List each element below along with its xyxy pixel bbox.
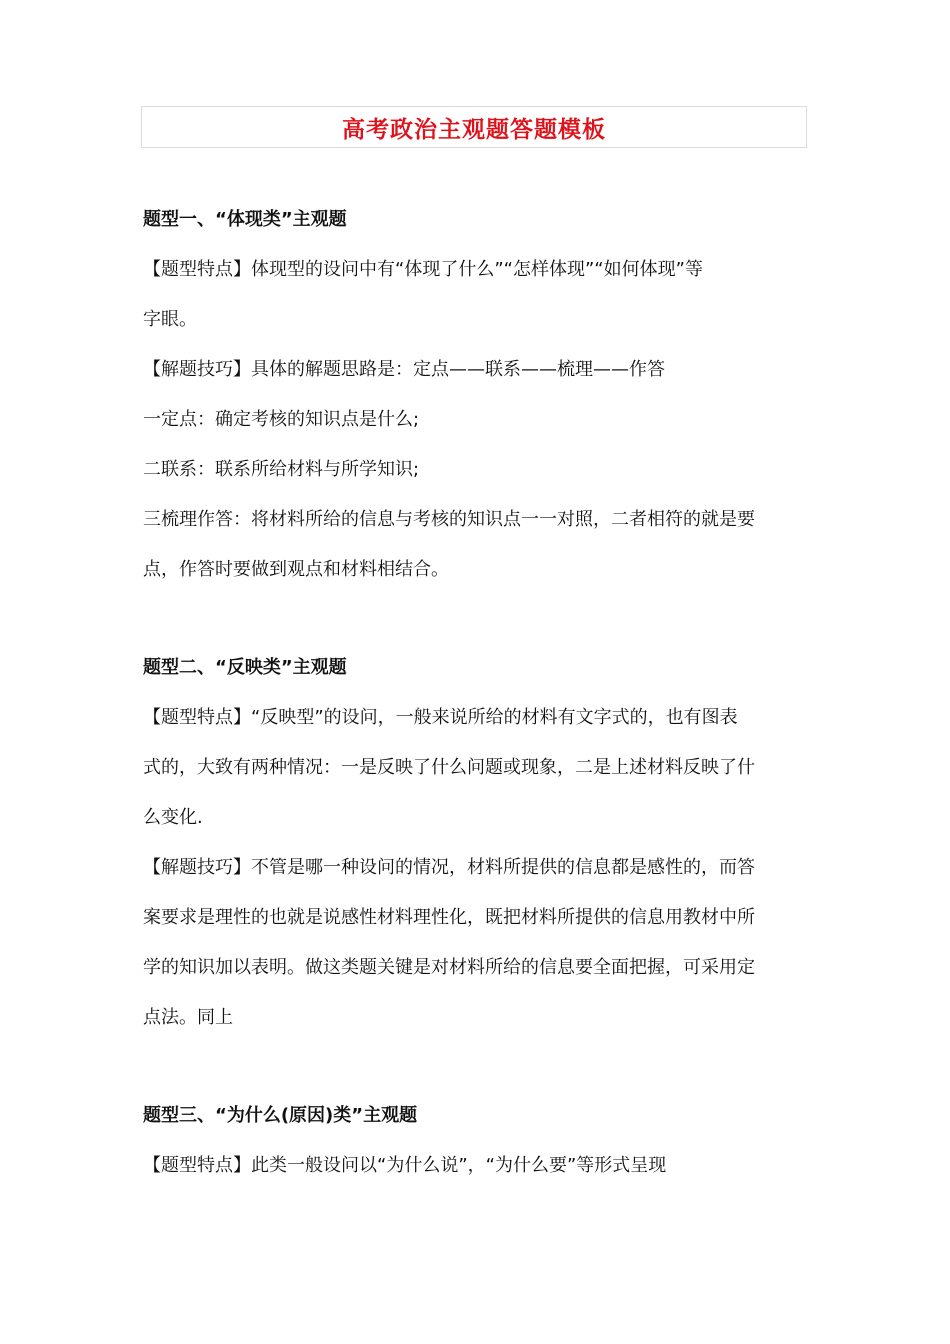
paragraph-line: 点，作答时要做到观点和材料相结合。 — [143, 559, 449, 580]
paragraph-line: 案要求是理性的也就是说感性材料理性化，既把材料所提供的信息用教材中所 — [143, 907, 755, 928]
paragraph-line: 【解题技巧】具体的解题思路是：定点——联系——梳理——作答 — [143, 359, 665, 380]
paragraph-line: 点法。同上 — [143, 1007, 233, 1028]
paragraph-line: 字眼。 — [143, 309, 197, 330]
paragraph-line: 【题型特点】体现型的设问中有“体现了什么”“怎样体现”“如何体现”等 — [143, 259, 703, 280]
paragraph-line: 式的，大致有两种情况：一是反映了什么问题或现象，二是上述材料反映了什 — [143, 757, 755, 778]
paragraph-line: 【题型特点】此类一般设问以“为什么说”，“为什么要”等形式呈现 — [143, 1155, 667, 1176]
paragraph-line: 【解题技巧】不管是哪一种设问的情况，材料所提供的信息都是感性的，而答 — [143, 857, 755, 878]
paragraph-line: 么变化. — [143, 807, 203, 828]
paragraph-line: 【题型特点】“反映型”的设问，一般来说所给的材料有文字式的，也有图表 — [143, 707, 738, 728]
section-heading-3: 题型三、“为什么(原因)类”主观题 — [143, 1105, 418, 1126]
paragraph-line: 一定点：确定考核的知识点是什么; — [143, 409, 420, 430]
section-heading-1: 题型一、“体现类”主观题 — [143, 209, 347, 230]
section-heading-2: 题型二、“反映类”主观题 — [143, 657, 347, 678]
title-box — [141, 106, 807, 148]
paragraph-line: 二联系：联系所给材料与所学知识; — [143, 459, 420, 480]
paragraph-line: 学的知识加以表明。做这类题关键是对材料所给的信息要全面把握，可采用定 — [143, 957, 755, 978]
page-title: 高考政治主观题答题模板 — [342, 116, 606, 143]
paragraph-line: 三梳理作答：将材料所给的信息与考核的知识点一一对照，二者相符的就是要 — [143, 509, 755, 530]
